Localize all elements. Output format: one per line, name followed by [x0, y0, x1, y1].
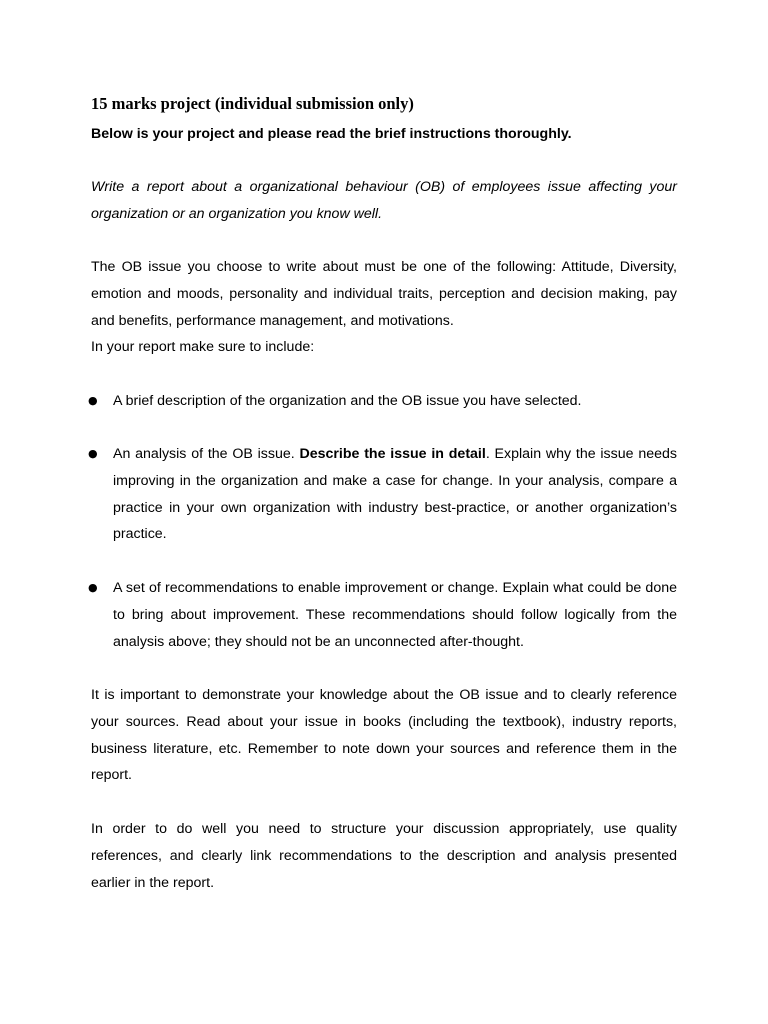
knowledge-paragraph: It is important to demonstrate your knowledge about the OB issue and to clearly reference your sources. Read about your issue in books (including the textbook), industry reports, business literature, etc. Remember to note down your sources and reference them in the report. [91, 687, 677, 784]
structure-paragraph: In order to do well you need to structure your discussion appropriately, use quality references, and clearly link recommendations to the description and analysis presented earlier in the report. [91, 821, 677, 891]
bullet-icon: ● [88, 581, 98, 594]
bullet-rest-text: . Explain why the issue needs improving in the organization and make a case for change. In your analysis, compare a practice in your own organization with industry best-practice, or another organization’s practice. [113, 446, 677, 543]
bullet-icon: ● [88, 447, 98, 460]
bullet-bold-text: Describe the issue in detail [299, 446, 486, 462]
bullet-text [113, 441, 677, 548]
bullet-text: A brief description of the organization and the OB issue you have selected. [113, 393, 582, 409]
page-title: 15 marks project (individual submission only) [91, 94, 414, 113]
bullet-icon: ● [88, 394, 98, 407]
instructions-subheading: Below is your project and please read the brief instructions thoroughly. [91, 126, 572, 142]
intro-paragraph: Write a report about a organizational behaviour (OB) of employees issue affecting your organization or an organization you know well. [91, 179, 677, 222]
bullet-text: A set of recommendations to enable improvement or change. Explain what could be done to bring about improvement. These recommendations should follow logically from the analysis above; they should not be an unconnected after-thought. [113, 580, 677, 650]
ob-issue-paragraph: The OB issue you choose to write about must be one of the following: Attitude, Diversity, emotion and moods, personality and individual traits, perception and decision making, pay and benefits, performance management, and motivations. [91, 259, 677, 329]
bullet-lead-text: An analysis of the OB issue. [113, 446, 300, 462]
include-intro-text: In your report make sure to include: [91, 339, 315, 355]
